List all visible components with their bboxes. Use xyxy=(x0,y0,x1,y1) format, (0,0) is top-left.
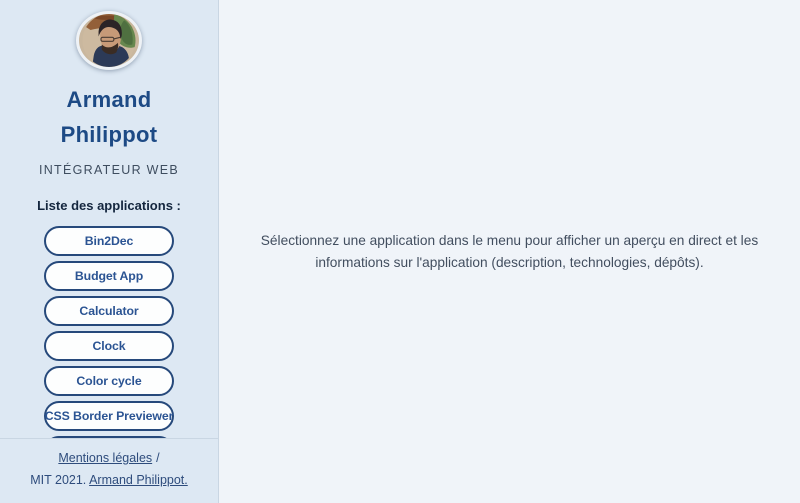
page-title: Armand Philippot xyxy=(60,87,158,147)
author-link[interactable]: Armand Philippot. xyxy=(89,473,188,487)
footer-license-line xyxy=(6,469,212,491)
main-message: Sélectionnez une application dans le menu pour afficher un aperçu en direct et les informations sur l'application (description, technologies, dépôts). xyxy=(260,232,759,270)
apps-list-heading: Liste des applications : xyxy=(37,198,181,213)
app-button-bin2dec[interactable]: Bin2Dec xyxy=(44,226,174,256)
app-button-css-border-previewer[interactable]: CSS Border Previewer xyxy=(44,401,174,431)
footer-separator: / xyxy=(156,451,160,465)
app-button-calculator[interactable]: Calculator xyxy=(44,296,174,326)
sidebar xyxy=(0,0,219,503)
app-button-clock[interactable]: Clock xyxy=(44,331,174,361)
avatar xyxy=(76,11,142,70)
main-area xyxy=(219,0,800,503)
avatar-photo-illustration xyxy=(79,14,139,67)
license-text: MIT 2021. xyxy=(30,473,87,487)
app-button-color-cycle[interactable]: Color cycle xyxy=(44,366,174,396)
app-button-budget-app[interactable]: Budget App xyxy=(44,261,174,291)
role-subtitle: INTÉGRATEUR WEB xyxy=(38,163,180,177)
sidebar-footer xyxy=(0,438,218,503)
footer-legal-line xyxy=(6,447,212,469)
legal-notice-link[interactable]: Mentions légales xyxy=(58,451,153,465)
apps-list xyxy=(0,226,218,438)
